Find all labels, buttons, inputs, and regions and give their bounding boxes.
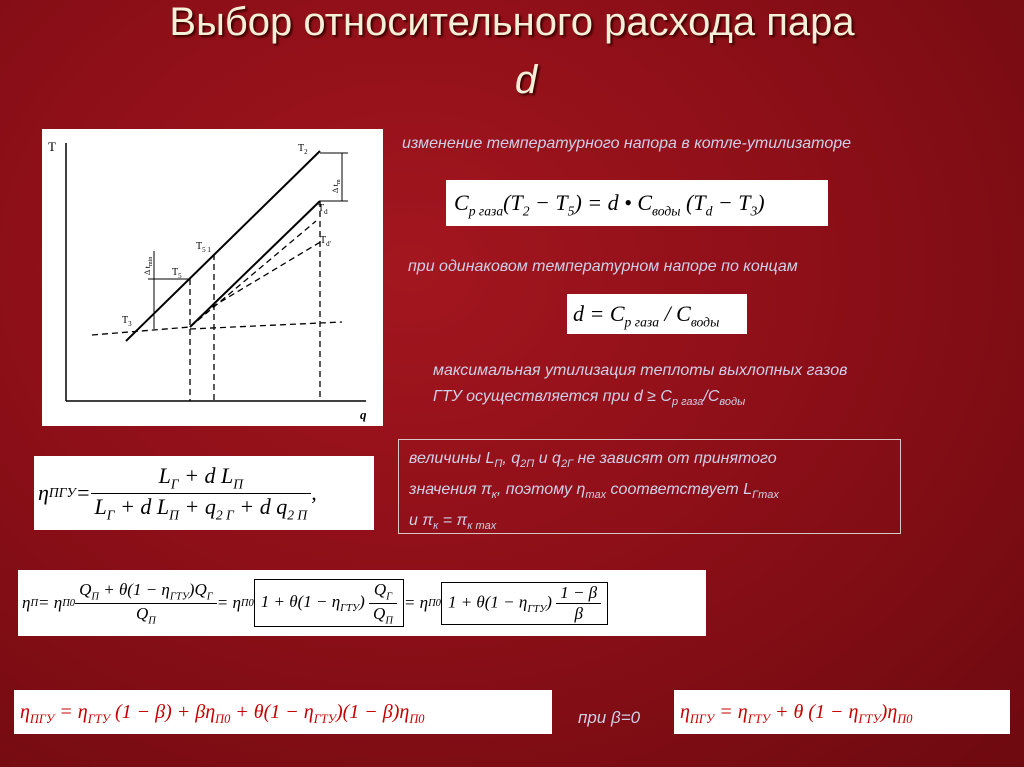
note-temperature-head-change: изменение температурного напора в котле-утилизаторе: [402, 135, 852, 152]
steam-line-dashed: [212, 241, 322, 307]
slide-title: Выбор относительного расхода пара: [169, 0, 855, 44]
formula-steam-ratio: $d = C_{p газа} / C_{воды}$: [567, 294, 747, 334]
fraction-1-den: $Q_П$: [135, 603, 156, 626]
note-max-utilization-line1: максимальная утилизация теплоты выхлопных газов: [433, 362, 848, 379]
y-axis-label: T: [48, 139, 56, 154]
fraction-2-num: $Q_Г$: [369, 580, 397, 603]
fraction-3-den: β: [574, 603, 583, 623]
x-axis-label: q: [360, 407, 367, 422]
info-line-1: величины $L_П$, $q_{2П}$ и $q_{2Г}$ не зависят от принятого: [409, 450, 777, 471]
info-line-2: значения $\pi_к$, поэтому $\eta_{max}$ соответствует $L_{Гmax}$: [409, 481, 779, 502]
label-td1: $T_{d'}$: [320, 235, 331, 248]
t3-line-right: [190, 322, 342, 329]
fraction-3-num: 1 − β: [556, 583, 601, 604]
steam-line: [190, 201, 320, 327]
bracket-2: $1 + \theta(1 - \eta_{ГТУ})$ $\frac{1 - \beta}{\beta}$: [441, 582, 608, 625]
fraction-2: [369, 580, 397, 626]
info-line-3: и $\pi_к = \pi_{к max}$: [409, 512, 497, 533]
label-t5: $T_5$: [172, 267, 182, 280]
slide-title-symbol: d: [514, 58, 538, 102]
formula-ccgt-efficiency-beta-zero: $\eta_{ПГУ} = \eta_{ГТУ} + \theta$ $(1 - \eta_{ГТУ})\eta_{П0}$: [674, 690, 1010, 734]
label-t2: $T_2$: [298, 143, 308, 156]
formula-ccgt-efficiency-expanded: $\eta_{ПГУ} = \eta_{ГТУ}$ $(1 - \beta) + \beta\eta_{П0} + \theta(1 - \eta_{ГТУ})(1 - \beta)\eta_{П0}$: [14, 690, 552, 734]
label-dt-m: Δ $t_m$: [331, 179, 342, 193]
formula-heat-balance: $C_{p газа}(T_2 - T_5) = d$ • $C_{воды}$ $(T_d - T_3)$: [446, 180, 828, 226]
info-box: [398, 439, 901, 534]
label-t3: $T_3$: [122, 315, 132, 328]
fraction-3: [556, 583, 601, 624]
condition-beta-zero: при β=0: [578, 708, 641, 727]
bracket-1: $1 + \theta(1 - \eta_{ГТУ})$ $\frac{Q_Г}{Q_П}$: [254, 579, 404, 627]
t3-line: [92, 327, 190, 335]
fraction-1-num: $Q_П + \theta(1 - \eta_{ГТУ})Q_Г$: [75, 580, 217, 603]
label-dt-min: Δ $t_{min}$: [143, 256, 154, 275]
fraction-1: [75, 580, 217, 626]
temperature-diagram: [42, 129, 383, 426]
formula-steam-part-efficiency: η П = η П0 $\frac{Q_П + \theta(1 - \eta_{ГТУ})Q_Г}{Q_П}$ = η П0 $1 + \theta(1 - \eta_{ГТУ})$ $\frac{Q_Г}{Q_П}$ = η П0 $1 + \theta(1 - \eta_{ГТУ})$ $\frac{1 - \beta}{\beta}$: [18, 570, 706, 636]
note-equal-head: при одинаковом температурном напоре по концам: [408, 258, 798, 275]
formula-ccgt-efficiency: η ПГУ = $\frac{L_Г + d L_П}{L_Г + d L_П + q_{2 Г} + d q_{2 П}}$ ,: [34, 456, 374, 530]
label-t51: $T_{5 1}$: [196, 241, 211, 254]
efficiency-denominator: $L_Г + d$ $L_П + q_{2 Г} + d$ $q_{2 П}$: [94, 493, 308, 522]
efficiency-numerator: $L_Г + d$ $L_П$: [91, 463, 312, 493]
efficiency-fraction: [91, 463, 312, 523]
steam-line-alt: [190, 221, 316, 327]
temperature-diagram-svg: [42, 129, 383, 426]
note-max-utilization-line2: ГТУ осуществляется при $d \ge C_{p газа}/C_{воды}$: [433, 388, 746, 409]
label-td: $T_d$: [318, 203, 328, 216]
gas-cooling-line: [126, 151, 320, 341]
fraction-2-den: $Q_П$: [373, 603, 393, 626]
